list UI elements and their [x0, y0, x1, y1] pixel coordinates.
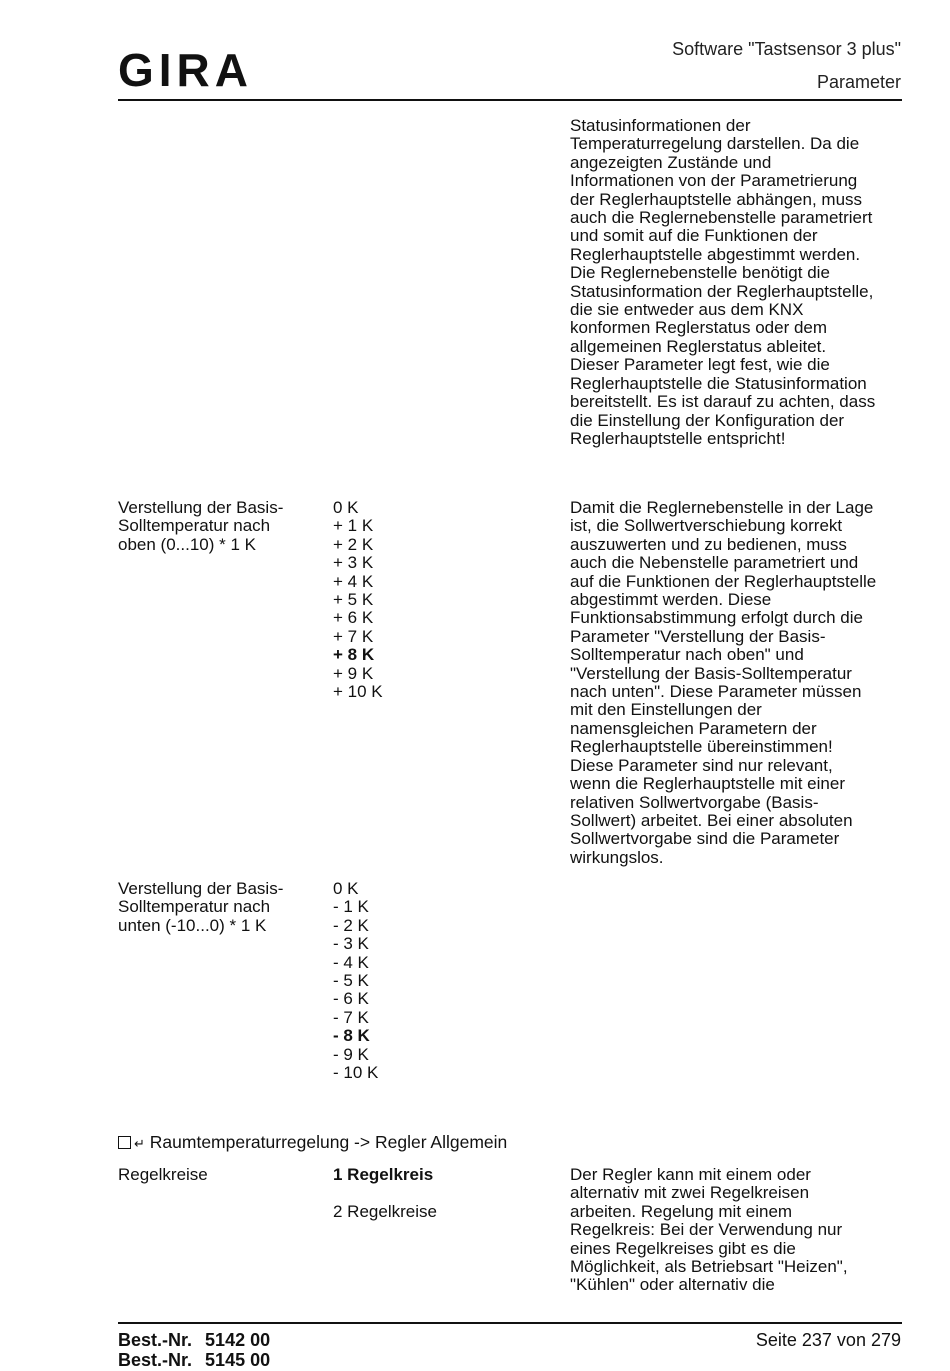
option-value: + 2 K — [333, 534, 374, 554]
option-value: - 5 K — [333, 971, 369, 991]
text-line: Die Reglernebenstelle benötigt die — [570, 263, 830, 283]
text-line: Sollwert) arbeitet. Bei einer absoluten — [570, 810, 853, 830]
text-line: Reglerhauptstelle die Statusinformation — [570, 373, 867, 393]
option-value: 0 K — [333, 879, 359, 898]
parameter-page-icon — [118, 1136, 131, 1149]
text-line: bereitstellt. Es ist darauf zu achten, dass — [570, 392, 876, 412]
option-value: - 10 K — [333, 1063, 379, 1083]
param-name-line: oben (0...10) * 1 K — [118, 534, 256, 554]
text-line: Informationen von der Parametrierung — [570, 171, 858, 191]
option-value: - 4 K — [333, 952, 369, 972]
order-number-1 — [118, 1330, 270, 1351]
intro-paragraph — [570, 117, 875, 448]
text-line: mit den Einstellungen der — [570, 700, 762, 720]
option-value: - 3 K — [333, 934, 369, 954]
param-down-name — [118, 880, 283, 935]
option-value-default: + 8 K — [333, 645, 375, 665]
text-line: und somit auf die Funktionen der — [570, 226, 818, 246]
param-up-name — [118, 499, 283, 554]
gira-logo: GIRA — [118, 44, 253, 96]
option-value: + 1 K — [333, 516, 374, 536]
param-name-line: Verstellung der Basis- — [118, 879, 284, 898]
text-line: Parameter "Verstellung der Basis- — [570, 626, 826, 646]
text-line: angezeigten Zustände und — [570, 152, 772, 172]
text-line: Damit die Reglernebenstelle in der Lage — [570, 498, 874, 517]
text-line: Reglerhauptstelle übereinstimmen! — [570, 737, 833, 757]
text-line: Statusinformationen der — [570, 116, 751, 135]
text-line: Dieser Parameter legt fest, wie die — [570, 355, 830, 375]
option-value: + 3 K — [333, 553, 374, 573]
text-line: namensgleichen Parametern der — [570, 718, 817, 738]
param-regelkreise-name: Regelkreise — [118, 1165, 208, 1184]
order-value: 5142 00 — [205, 1330, 271, 1350]
option-value: - 1 K — [333, 897, 369, 917]
text-line: konformen Reglerstatus oder dem — [570, 318, 828, 338]
text-line: alternativ mit zwei Regelkreisen — [570, 1183, 810, 1203]
option-value: + 4 K — [333, 571, 374, 591]
text-line: wenn die Reglerhauptstelle mit einer — [570, 774, 845, 794]
param-regelkreise-description — [570, 1166, 848, 1295]
text-line: auf die Funktionen der Reglerhauptstelle — [570, 571, 877, 591]
option-value: - 6 K — [333, 989, 369, 1009]
document-title: Software "Tastsensor 3 plus" — [672, 39, 901, 59]
order-number-2 — [118, 1350, 270, 1371]
text-line: "Verstellung der Basis-Solltemperatur — [570, 663, 852, 683]
text-line: auch die Reglernebenstelle parametriert — [570, 208, 873, 228]
option-value: - 2 K — [333, 915, 369, 935]
param-name-line: unten (-10...0) * 1 K — [118, 915, 267, 935]
text-line: nach unten". Diese Parameter müssen — [570, 682, 862, 702]
param-up-description — [570, 499, 876, 867]
section-heading — [118, 1133, 507, 1153]
order-value: 5145 00 — [205, 1350, 271, 1370]
text-line: die sie entweder aus dem KNX — [570, 300, 804, 320]
text-line: eines Regelkreises gibt es die — [570, 1238, 796, 1258]
param-up-options — [333, 499, 383, 701]
text-line: Solltemperatur nach oben" und — [570, 645, 804, 665]
text-line: der Reglerhauptstelle abhängen, muss — [570, 189, 863, 209]
footer-rule — [118, 1322, 902, 1324]
option-value: 0 K — [333, 498, 359, 517]
param-down-options — [333, 880, 378, 1082]
text-line: auch die Nebenstelle parametriert und — [570, 553, 859, 573]
text-line: Reglerhauptstelle entspricht! — [570, 428, 786, 448]
text-line: Der Regler kann mit einem oder — [570, 1165, 811, 1184]
text-line: "Kühlen" oder alternativ die — [570, 1275, 775, 1295]
param-name-line: Solltemperatur nach — [118, 516, 271, 536]
option-value-default: 1 Regelkreis — [333, 1165, 434, 1184]
text-line: ist, die Sollwertverschiebung korrekt — [570, 516, 843, 536]
option-value: 2 Regelkreise — [333, 1202, 437, 1221]
text-line: wirkungslos. — [570, 847, 664, 867]
text-line: Temperaturregelung darstellen. Da die — [570, 134, 860, 154]
text-line: abgestimmt werden. Diese — [570, 590, 772, 610]
text-line: Funktionsabstimmung erfolgt durch die — [570, 608, 863, 628]
text-line: relativen Sollwertvorgabe (Basis- — [570, 792, 819, 812]
text-line: Möglichkeit, als Betriebsart "Heizen", — [570, 1257, 848, 1277]
text-line: Diese Parameter sind nur relevant, — [570, 755, 833, 775]
text-line: die Einstellung der Konfiguration der — [570, 410, 845, 430]
option-value-default: - 8 K — [333, 1026, 370, 1046]
header-rule — [118, 99, 902, 101]
text-line: Statusinformation der Reglerhauptstelle, — [570, 281, 874, 301]
option-value: + 5 K — [333, 590, 374, 610]
option-value: - 9 K — [333, 1044, 369, 1064]
text-line: allgemeinen Reglerstatus ableitet. — [570, 336, 827, 356]
text-line: arbeiten. Regelung mit einem — [570, 1201, 793, 1221]
page-number: Seite 237 von 279 — [755, 1330, 901, 1350]
option-value: + 7 K — [333, 626, 374, 646]
option-value: + 9 K — [333, 663, 374, 683]
text-line: auszuwerten und zu bedienen, muss — [570, 534, 847, 554]
param-name-line: Solltemperatur nach — [118, 897, 271, 917]
text-line: Reglerhauptstelle abgestimmt werden. — [570, 244, 861, 264]
param-name-line: Verstellung der Basis- — [118, 498, 284, 517]
document-subtitle: Parameter — [816, 72, 901, 92]
section-arrow-icon: ↵ — [134, 1136, 145, 1151]
text-line: Sollwertvorgabe sind die Parameter — [570, 829, 840, 849]
section-title: Raumtemperaturregelung -> Regler Allgemein — [149, 1132, 508, 1152]
option-value: - 7 K — [333, 1007, 369, 1027]
text-line: Regelkreis: Bei der Verwendung nur — [570, 1220, 843, 1240]
order-label: Best.-Nr. — [118, 1350, 193, 1370]
option-value: + 6 K — [333, 608, 374, 628]
option-value: + 10 K — [333, 682, 383, 702]
order-label: Best.-Nr. — [118, 1330, 193, 1350]
